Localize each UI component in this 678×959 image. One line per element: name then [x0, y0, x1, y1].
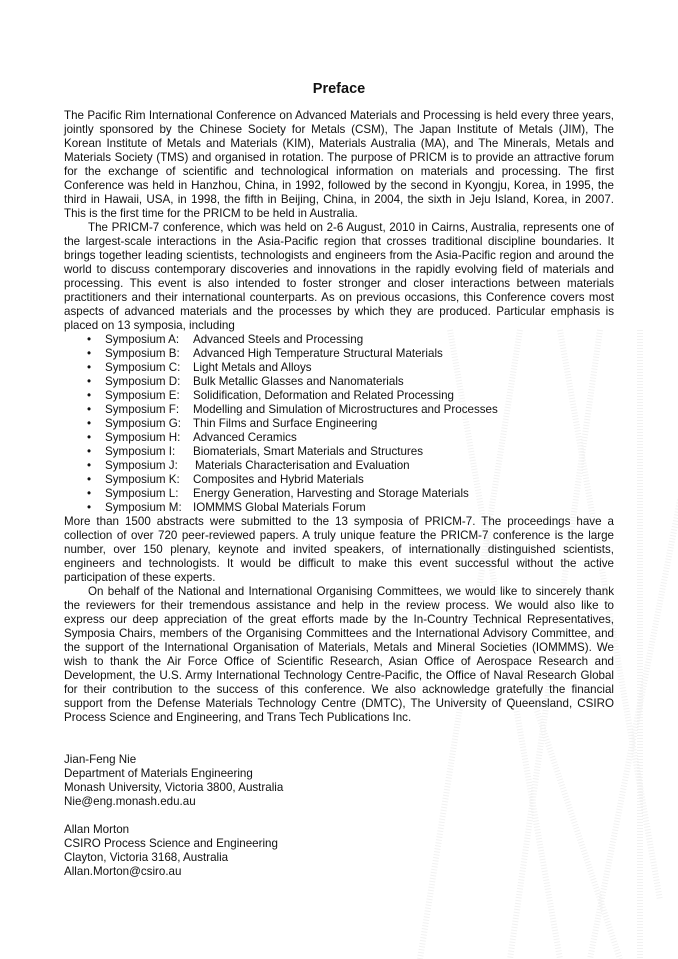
page-title: Preface: [312, 81, 366, 97]
list-item: [64, 333, 614, 347]
list-item: [64, 389, 614, 403]
symposium-label: Symposium I:: [105, 445, 176, 458]
signatory-email: Nie@eng.monash.edu.au: [64, 795, 196, 808]
signatory-block: [64, 753, 614, 809]
list-item: [64, 445, 614, 459]
list-item: [64, 487, 614, 501]
list-item: [64, 361, 614, 375]
bullet-icon: •: [87, 459, 92, 472]
symposium-label: Symposium M:: [105, 501, 182, 514]
bullet-icon: •: [87, 417, 92, 430]
symposium-label: Symposium F:: [105, 403, 180, 416]
signatory-address: Monash University, Victoria 3800, Australia: [64, 781, 284, 794]
paragraph-intro: The Pacific Rim International Conference on Advanced Materials and Processing is held every three years, jointly sponsored by the Chinese Society for Metals (CSM), The Japan Institute of Metals (JIM), The Korean Institute of Metals and Materials (KIM), Materials Australia (MA), and The Minerals, Metals and Materials Society (TMS) and organised in rotation. The purpose of PRICM is to provide an attractive forum for the exchange of scientific and technological information on materials and processing. The first Conference was held in Hanzhou, China, in 1992, followed by the second in Kyongju, Korea, in 1995, the third in Hawaii, USA, in 1998, the fifth in Beijing, China, in 2004, the sixth in Jeju Island, Korea, in 2007. This is the first time for the PRICM to be held in Australia.: [64, 109, 614, 220]
symposium-label: Symposium B:: [105, 347, 180, 360]
symposium-label: Symposium L:: [105, 487, 179, 500]
list-item: [64, 417, 614, 431]
symposium-topic: Biomaterials, Smart Materials and Structures: [193, 445, 424, 458]
symposium-label: Symposium D:: [105, 375, 181, 388]
preface-page: [64, 80, 614, 893]
signatory-department: CSIRO Process Science and Engineering: [64, 837, 278, 850]
bullet-icon: •: [87, 445, 92, 458]
symposium-topic: Bulk Metallic Glasses and Nanomaterials: [193, 375, 404, 388]
signatory-name: Jian-Feng Nie: [64, 753, 137, 766]
symposium-label: Symposium J:: [105, 459, 178, 472]
symposium-topic: Solidification, Deformation and Related Processing: [193, 389, 455, 402]
symposia-list: [64, 333, 614, 515]
signatory-name: Allan Morton: [64, 823, 130, 836]
symposium-topic: Composites and Hybrid Materials: [193, 473, 364, 486]
symposium-topic: Modelling and Simulation of Microstructures and Processes: [193, 403, 498, 416]
symposium-label: Symposium E:: [105, 389, 180, 402]
signatory-block: [64, 823, 614, 879]
bullet-icon: •: [87, 431, 92, 444]
signatory-email: Allan.Morton@csiro.au: [64, 865, 182, 878]
symposium-topic: Thin Films and Surface Engineering: [193, 417, 378, 430]
symposium-label: Symposium H:: [105, 431, 181, 444]
paragraph-abstracts: More than 1500 abstracts were submitted to the 13 symposia of PRICM-7. The proceedings have a collection of over 720 peer-reviewed papers. A truly unique feature the PRICM-7 conference is the large number, over 150 plenary, keynote and invited speakers, of internationally distinguished scientists, engineers and technologists. It would be difficult to make this event successful without the active participation of these experts.: [64, 515, 614, 584]
bullet-icon: •: [87, 361, 92, 374]
bullet-icon: •: [87, 333, 92, 346]
bullet-icon: •: [87, 487, 92, 500]
symposium-topic: Advanced Steels and Processing: [193, 333, 364, 346]
paragraph-acknowledgements: On behalf of the National and International Organising Committees, we would like to sincerely thank the reviewers for their tremendous assistance and help in the review process. We would also like to express our deep appreciation of the great efforts made by the In-Country Technical Representatives, Symposia Chairs, members of the Organising Committees and the International Advisory Committee, and the support of the International Organisation of Materials, Metals and Mineral Societies (IOMMMS). We wish to thank the Air Force Office of Scientific Research, Asian Office of Aerospace Research and Development, the U.S. Army International Technology Centre-Pacific, the Office of Naval Research Global for their contribution to the success of this conference. We also acknowledge gratefully the financial support from the Defense Materials Technology Centre (DMTC), The University of Queensland, CSIRO Process Science and Engineering, and Trans Tech Publications Inc.: [64, 585, 614, 724]
bullet-icon: •: [87, 347, 92, 360]
signature-section: [64, 753, 614, 879]
list-item: [64, 375, 614, 389]
symposium-topic: Materials Characterisation and Evaluation: [195, 459, 410, 472]
symposium-topic: Light Metals and Alloys: [193, 361, 312, 374]
signatory-address: Clayton, Victoria 3168, Australia: [64, 851, 229, 864]
symposium-topic: Energy Generation, Harvesting and Storage Materials: [193, 487, 469, 500]
list-item: [64, 347, 614, 361]
symposium-label: Symposium C:: [105, 361, 181, 374]
symposium-label: Symposium K:: [105, 473, 180, 486]
bullet-icon: •: [87, 375, 92, 388]
list-item: [64, 473, 614, 487]
list-item: [64, 459, 614, 473]
symposium-label: Symposium A:: [105, 333, 180, 346]
signatory-department: Department of Materials Engineering: [64, 767, 253, 780]
bullet-icon: •: [87, 389, 92, 402]
list-item: [64, 431, 614, 445]
symposium-topic: Advanced Ceramics: [193, 431, 297, 444]
bullet-icon: •: [87, 403, 92, 416]
list-item: [64, 501, 614, 515]
bullet-icon: •: [87, 501, 92, 514]
bullet-icon: •: [87, 473, 92, 486]
paragraph-conference: The PRICM-7 conference, which was held on 2-6 August, 2010 in Cairns, Australia, represents one of the largest-scale interactions in the Asia-Pacific region that crosses traditional discipline boundaries. It brings together leading scientists, technologists and engineers from the Asia-Pacific region and around the world to discuss contemporary discoveries and innovations in the rapidly evolving field of materials and processing. This event is also intended to foster stronger and closer interactions between materials practitioners and their international counterparts. As on previous occasions, this Conference covers most aspects of advanced materials and the processes by which they are produced. Particular emphasis is placed on 13 symposia, including: [64, 221, 614, 332]
list-item: [64, 403, 614, 417]
symposium-topic: IOMMMS Global Materials Forum: [193, 501, 366, 514]
symposium-label: Symposium G:: [105, 417, 182, 430]
symposium-topic: Advanced High Temperature Structural Materials: [193, 347, 443, 360]
